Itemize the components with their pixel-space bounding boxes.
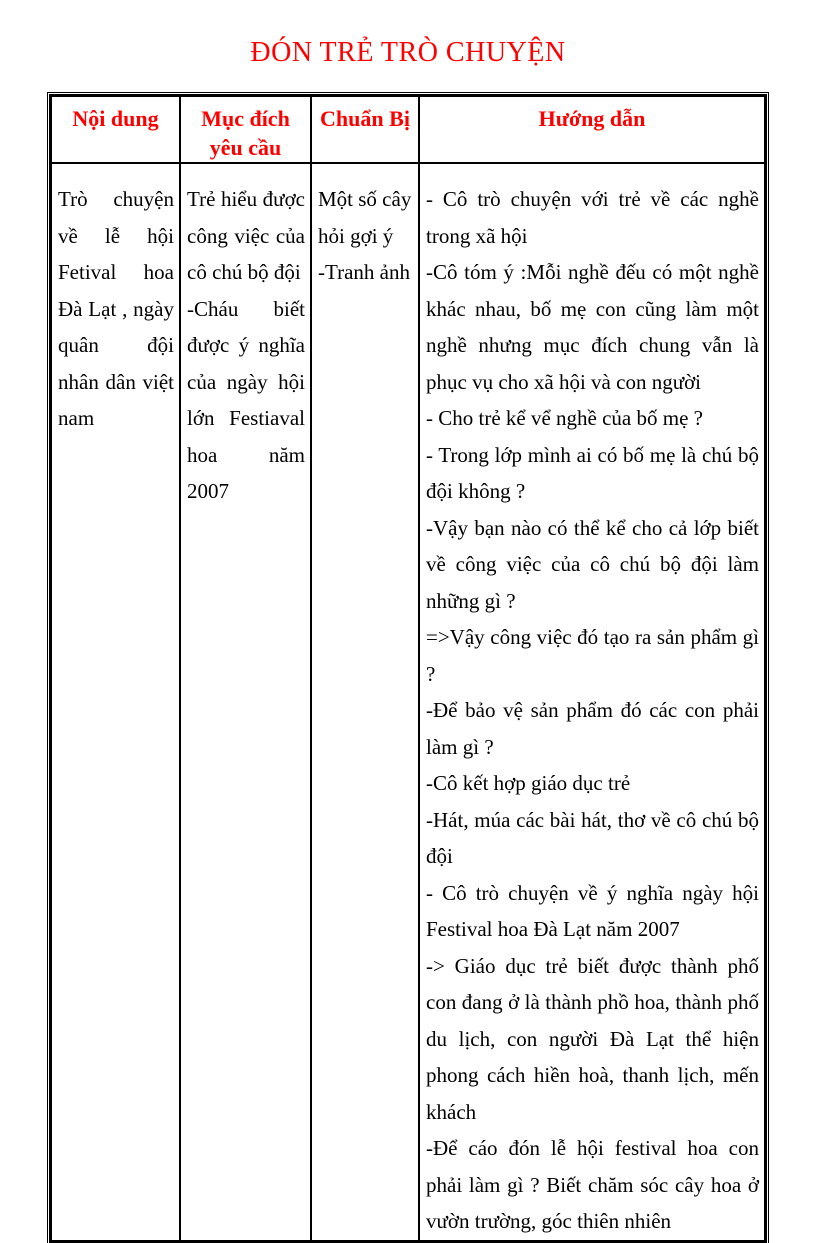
cell-noi-dung bbox=[52, 164, 181, 1240]
paragraph: - Cho trẻ kể vể nghề của bố mẹ ? bbox=[426, 406, 703, 430]
header-cell-muc-dich: Mục đích yêu cầu bbox=[181, 97, 312, 164]
paragraph: Một số cây hỏi gợi ý bbox=[318, 187, 412, 248]
cell-muc-dich bbox=[181, 164, 312, 1240]
cell-chuan-bi bbox=[312, 164, 420, 1240]
header-cell-noi-dung: Nội dung bbox=[52, 97, 181, 164]
paragraph: -> Giáo dục trẻ biết được thành phố con đang ở là thành phồ hoa, thành phố du lịch, con người Đà Lạt thể hiện phong cách hiền hoà, thanh lịch, mến khách bbox=[426, 953, 759, 1124]
paragraph: Trò chuyện về lễ hội Fetival hoa Đà Lạt , ngày quân đội nhân dân việt nam bbox=[58, 187, 174, 430]
paragraph: Trẻ hiểu được công việc của cô chú bộ đội bbox=[187, 187, 305, 284]
header-cell-chuan-bi: Chuẩn Bị bbox=[312, 97, 420, 164]
paragraph: - Cô trò chuyện về ý nghĩa ngày hội Festival hoa Đà Lạt năm 2007 bbox=[426, 880, 759, 941]
table-header-row bbox=[52, 97, 764, 164]
paragraph: - Cô trò chuyện với trẻ về các nghề trong xã hội bbox=[426, 187, 759, 248]
table-row bbox=[52, 164, 764, 1240]
table-body bbox=[52, 164, 764, 1240]
paragraph: -Vậy bạn nào có thể kể cho cả lớp biết về công việc của cô chú bộ đội làm những gì ? bbox=[426, 515, 759, 613]
paragraph: -Để bảo vệ sản phẩm đó các con phải làm gì ? bbox=[426, 698, 759, 759]
cell-huong-dan bbox=[420, 164, 764, 1240]
paragraph: -Để cáo đón lễ hội festival hoa con phải làm gì ? Biết chăm sóc cây hoa ở vườn trường, góc thiên nhiên bbox=[426, 1136, 759, 1233]
paragraph: -Tranh ảnh bbox=[318, 260, 410, 284]
lesson-plan-table bbox=[49, 94, 767, 1243]
paragraph: -Cô tóm ý :Mỗi nghề đếu có một nghề khác nhau, bố mẹ con cũng làm một nghề nhưng mục đích chung vẫn là phục vụ cho xã hội và con người bbox=[426, 260, 759, 394]
paragraph: -Cô kết hợp giáo dục trẻ bbox=[426, 771, 631, 795]
paragraph: =>Vậy công việc đó tạo ra sản phẩm gì ? bbox=[426, 625, 759, 686]
paragraph: - Trong lớp mình ai có bố mẹ là chú bộ đội không ? bbox=[426, 442, 759, 503]
page-title: ĐÓN TRẺ TRÒ CHUYỆN bbox=[250, 37, 566, 68]
paragraph: -Cháu biết được ý nghĩa của ngày hội lớn Festiaval hoa năm 2007 bbox=[187, 296, 305, 503]
paragraph: -Hát, múa các bài hát, thơ về cô chú bộ đội bbox=[426, 807, 759, 868]
document-page bbox=[0, 36, 816, 1243]
header-cell-huong-dan: Hướng dẫn bbox=[420, 97, 764, 164]
